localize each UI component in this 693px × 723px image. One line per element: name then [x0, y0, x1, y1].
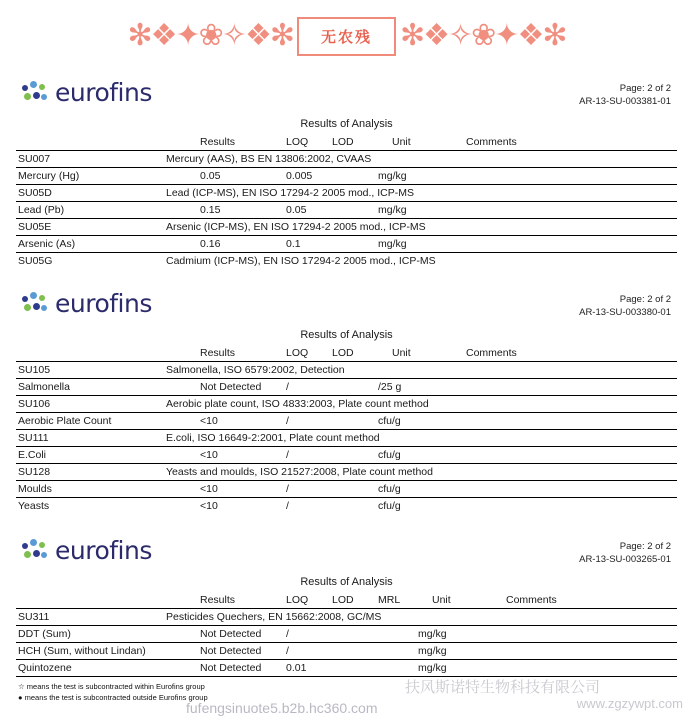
col-unit: Unit	[392, 136, 411, 148]
method-description: Lead (ICP-MS), EN ISO 17294-2 2005 mod., ICP-MS	[166, 185, 677, 202]
col-analyte	[16, 347, 166, 362]
analyte-name: Quintozene	[16, 660, 166, 677]
decorative-banner	[0, 0, 693, 72]
table-row	[16, 660, 677, 677]
brand-name: eurofins	[55, 78, 152, 107]
method-code: SU311	[16, 609, 166, 626]
analyte-name: Moulds	[16, 481, 166, 498]
analyte-lod	[332, 379, 378, 396]
col-comments: Comments	[506, 594, 557, 606]
col-analyte	[16, 136, 166, 151]
analyte-name: Aerobic Plate Count	[16, 413, 166, 430]
brand-name: eurofins	[55, 536, 152, 565]
ornament-right-icon: ✻❖✧❀✦❖✻	[400, 19, 566, 52]
table-row	[16, 236, 677, 253]
analyte-result: Not Detected	[166, 643, 286, 660]
watermark-site: fufengsinuote5.b2b.hc360.com	[186, 700, 378, 716]
analyte-name: HCH (Sum, without Lindan)	[16, 643, 166, 660]
table-row	[16, 498, 677, 515]
analyte-lod	[332, 447, 378, 464]
method-description: Yeasts and moulds, ISO 21527:2008, Plate count method	[166, 464, 677, 481]
analyte-lod	[332, 413, 378, 430]
report-header	[16, 72, 677, 108]
analyte-loq: 0.01	[286, 660, 332, 677]
table-row	[16, 168, 677, 185]
method-description: Arsenic (ICP-MS), EN ISO 17294-2 2005 mod., ICP-MS	[166, 219, 677, 236]
method-code: SU111	[16, 430, 166, 447]
ornament-left-icon: ✻❖✦❀✧❖✻	[127, 19, 293, 52]
report-header	[16, 283, 677, 319]
analyte-unit: mg/kg	[378, 202, 466, 219]
method-description: Pesticides Quechers, EN 15662:2008, GC/MS	[166, 609, 677, 626]
table-row	[16, 447, 677, 464]
col-analyte	[16, 594, 166, 609]
table-row	[16, 481, 677, 498]
analyte-comments	[466, 168, 677, 185]
analyte-result: Not Detected	[166, 379, 286, 396]
analyte-loq: /	[286, 643, 332, 660]
analyte-unit: /25 g	[378, 379, 466, 396]
eurofins-logo	[22, 78, 152, 107]
analyte-result: <10	[166, 447, 286, 464]
report-metals	[0, 72, 693, 269]
analyte-mrl	[378, 643, 418, 660]
analyte-comments	[466, 413, 677, 430]
eurofins-logo	[22, 289, 152, 318]
page-label: Page: 2 of 2	[619, 541, 671, 552]
table-row	[16, 413, 677, 430]
analyte-lod	[332, 481, 378, 498]
report-micro	[0, 283, 693, 514]
analyte-loq: /	[286, 413, 332, 430]
method-code: SU007	[16, 151, 166, 168]
table-row	[16, 219, 677, 236]
table-row	[16, 151, 677, 168]
analyte-comments	[466, 202, 677, 219]
method-code: SU105	[16, 362, 166, 379]
report-meta	[579, 536, 671, 566]
analyte-result: 0.05	[166, 168, 286, 185]
analyte-comments	[506, 660, 677, 677]
analyte-name: Arsenic (As)	[16, 236, 166, 253]
analyte-loq: /	[286, 498, 332, 515]
eurofins-dots-icon	[22, 539, 48, 563]
analyte-unit: cfu/g	[378, 447, 466, 464]
table-row	[16, 430, 677, 447]
analyte-result: <10	[166, 413, 286, 430]
analyte-loq: 0.1	[286, 236, 332, 253]
report-meta	[579, 289, 671, 319]
analyte-unit: cfu/g	[378, 498, 466, 515]
table-row	[16, 396, 677, 413]
analyte-mrl	[378, 626, 418, 643]
col-loq: LOQ	[286, 594, 309, 606]
report-number: AR-13-SU-003380-01	[579, 307, 671, 318]
eurofins-logo	[22, 536, 152, 565]
method-code: SU05G	[16, 253, 166, 270]
method-description: Mercury (AAS), BS EN 13806:2002, CVAAS	[166, 151, 677, 168]
watermark-url: www.zgzywpt.com	[576, 696, 683, 711]
col-comments: Comments	[466, 347, 517, 359]
table-row	[16, 202, 677, 219]
analysis-table-micro	[16, 347, 677, 514]
footnote-subcontracted-outside: ● means the test is subcontracted outside Eurofins group	[18, 693, 208, 702]
page-label: Page: 2 of 2	[619, 83, 671, 94]
table-header-row	[16, 136, 677, 151]
analysis-table-pesticides	[16, 594, 677, 677]
analyte-loq: 0.05	[286, 202, 332, 219]
analyte-loq: /	[286, 626, 332, 643]
analyte-unit: mg/kg	[418, 660, 506, 677]
analyte-name: E.Coli	[16, 447, 166, 464]
results-of-analysis-title: Results of Analysis	[300, 576, 393, 588]
method-description: E.coli, ISO 16649-2:2001, Plate count method	[166, 430, 677, 447]
analyte-loq: /	[286, 447, 332, 464]
analyte-comments	[466, 236, 677, 253]
report-header	[16, 530, 677, 566]
analyte-name: Lead (Pb)	[16, 202, 166, 219]
method-code: SU128	[16, 464, 166, 481]
analyte-unit: cfu/g	[378, 481, 466, 498]
col-results: Results	[200, 594, 236, 606]
method-code: SU05D	[16, 185, 166, 202]
analyte-loq: /	[286, 481, 332, 498]
col-lod: LOD	[332, 136, 354, 148]
page-label: Page: 2 of 2	[619, 294, 671, 305]
analyte-lod	[332, 236, 378, 253]
analyte-result: <10	[166, 498, 286, 515]
col-lod: LOD	[332, 347, 354, 359]
method-description: Cadmium (ICP-MS), EN ISO 17294-2 2005 mod., ICP-MS	[166, 253, 677, 270]
col-comments: Comments	[466, 136, 517, 148]
table-row	[16, 253, 677, 270]
method-code: SU106	[16, 396, 166, 413]
analyte-result: Not Detected	[166, 626, 286, 643]
analyte-unit: cfu/g	[378, 413, 466, 430]
analyte-unit: mg/kg	[418, 626, 506, 643]
table-row	[16, 643, 677, 660]
analyte-lod	[332, 168, 378, 185]
analyte-name: Salmonella	[16, 379, 166, 396]
watermark-company-name: 扶风斯诺特生物科技有限公司	[405, 678, 601, 696]
analyte-comments	[466, 447, 677, 464]
analyte-comments	[506, 643, 677, 660]
col-unit: Unit	[432, 594, 451, 606]
analyte-lod	[332, 660, 378, 677]
col-lod: LOD	[332, 594, 354, 606]
analyte-comments	[466, 379, 677, 396]
analysis-table-metals	[16, 136, 677, 269]
results-of-analysis-title: Results of Analysis	[300, 118, 393, 130]
method-code: SU05E	[16, 219, 166, 236]
table-row	[16, 464, 677, 481]
results-of-analysis-title: Results of Analysis	[300, 329, 393, 341]
analyte-result: <10	[166, 481, 286, 498]
analyte-loq: 0.005	[286, 168, 332, 185]
analyte-name: DDT (Sum)	[16, 626, 166, 643]
analyte-loq: /	[286, 379, 332, 396]
table-header-row	[16, 594, 677, 609]
report-meta	[579, 78, 671, 108]
analyte-lod	[332, 202, 378, 219]
analyte-unit: mg/kg	[378, 168, 466, 185]
analyte-result: 0.16	[166, 236, 286, 253]
col-mrl: MRL	[378, 594, 401, 606]
brand-name: eurofins	[55, 289, 152, 318]
table-row	[16, 379, 677, 396]
table-row	[16, 609, 677, 626]
method-description: Aerobic plate count, ISO 4833:2003, Plate count method	[166, 396, 677, 413]
analyte-mrl	[378, 660, 418, 677]
analyte-name: Yeasts	[16, 498, 166, 515]
eurofins-dots-icon	[22, 292, 48, 316]
col-loq: LOQ	[286, 347, 309, 359]
report-number: AR-13-SU-003381-01	[579, 96, 671, 107]
table-row	[16, 362, 677, 379]
col-loq: LOQ	[286, 136, 309, 148]
table-header-row	[16, 347, 677, 362]
method-description: Salmonella, ISO 6579:2002, Detection	[166, 362, 677, 379]
col-results: Results	[200, 136, 236, 148]
analyte-comments	[466, 498, 677, 515]
analyte-unit: mg/kg	[418, 643, 506, 660]
table-row	[16, 626, 677, 643]
table-row	[16, 185, 677, 202]
analyte-lod	[332, 643, 378, 660]
report-number: AR-13-SU-003265-01	[579, 554, 671, 565]
analyte-lod	[332, 626, 378, 643]
eurofins-dots-icon	[22, 81, 48, 105]
analyte-name: Mercury (Hg)	[16, 168, 166, 185]
col-results: Results	[200, 347, 236, 359]
analyte-comments	[506, 626, 677, 643]
analyte-unit: mg/kg	[378, 236, 466, 253]
analyte-result: Not Detected	[166, 660, 286, 677]
col-unit: Unit	[392, 347, 411, 359]
analyte-comments	[466, 481, 677, 498]
analyte-lod	[332, 498, 378, 515]
banner-label: 无农残	[297, 17, 396, 56]
analyte-result: 0.15	[166, 202, 286, 219]
footnote-subcontracted-within: ☆ means the test is subcontracted within Eurofins group	[18, 682, 205, 691]
